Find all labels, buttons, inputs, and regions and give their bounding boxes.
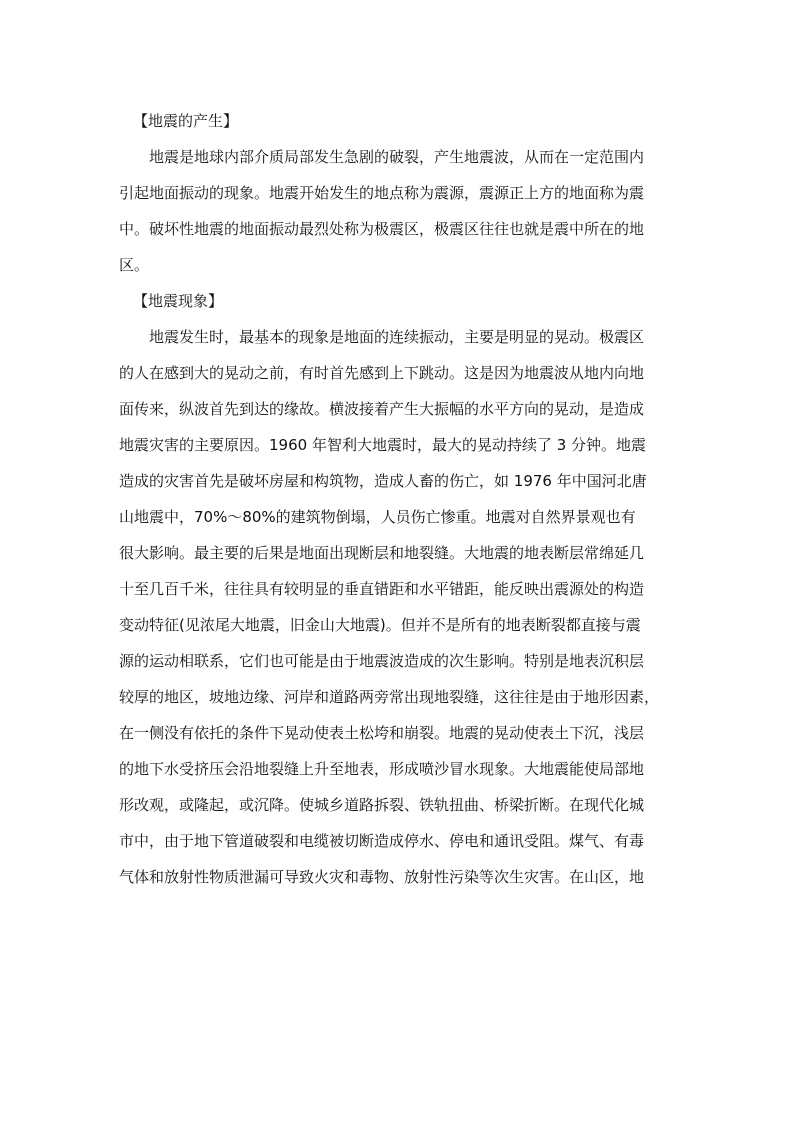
document-body: [119, 103, 679, 895]
text-line: 市中，由于地下管道破裂和电缆被切断造成停水、停电和通讯受阻。煤气、有毒: [119, 832, 645, 850]
text-line: 引起地面振动的现象。地震开始发生的地点称为震源，震源正上方的地面称为震: [119, 184, 645, 202]
text-line: 地震灾害的主要原因。1960 年智利大地震时，最大的晃动持续了 3 分钟。地震: [119, 436, 647, 454]
section-heading-earthquake-phenomena: 【地震现象】: [133, 292, 224, 310]
section-heading-earthquake-origin: 【地震的产生】: [133, 112, 239, 130]
text-line: 在一侧没有依托的条件下晃动使表土松垮和崩裂。地震的晃动使表土下沉，浅层: [119, 724, 645, 742]
text-line: 形改观，或隆起，或沉降。使城乡道路拆裂、铁轨扭曲、桥梁折断。在现代化城: [119, 796, 645, 814]
text-line: 气体和放射性物质泄漏可导致火灾和毒物、放射性污染等次生灾害。在山区，地: [119, 868, 645, 886]
text-line: 的地下水受挤压会沿地裂缝上升至地表，形成喷沙冒水现象。大地震能使局部地: [119, 760, 645, 778]
text-line: 十至几百千米，往往具有较明显的垂直错距和水平错距，能反映出震源处的构造: [119, 580, 645, 598]
text-line: 变动特征(见浓尾大地震，旧金山大地震)。但并不是所有的地表断裂都直接与震: [119, 616, 641, 634]
text-line: 地震发生时，最基本的现象是地面的连续振动，主要是明显的晃动。极震区: [149, 328, 645, 346]
text-line: 地震是地球内部介质局部发生急剧的破裂，产生地震波，从而在一定范围内: [149, 148, 645, 166]
text-line: 源的运动相联系，它们也可能是由于地震波造成的次生影响。特别是地表沉积层: [119, 652, 645, 670]
paragraph-earthquake-phenomena: [119, 319, 679, 895]
text-line: 的人在感到大的晃动之前，有时首先感到上下跳动。这是因为地震波从地内向地: [119, 364, 645, 382]
text-line: 较厚的地区，坡地边缘、河岸和道路两旁常出现地裂缝，这往往是由于地形因素，: [119, 688, 660, 706]
text-line: 面传来，纵波首先到达的缘故。横波接着产生大振幅的水平方向的晃动，是造成: [119, 400, 645, 418]
text-line: 区。: [119, 256, 150, 274]
text-line: 中。破坏性地震的地面振动最烈处称为极震区，极震区往往也就是震中所在的地: [119, 220, 645, 238]
paragraph-earthquake-origin: [119, 139, 679, 283]
text-line: 造成的灾害首先是破坏房屋和构筑物，造成人畜的伤亡，如 1976 年中国河北唐: [119, 472, 647, 490]
text-line: 山地震中，70%～80%的建筑物倒塌，人员伤亡惨重。地震对自然界景观也有: [119, 508, 636, 526]
text-line: 很大影响。最主要的后果是地面出现断层和地裂缝。大地震的地表断层常绵延几: [119, 544, 645, 562]
